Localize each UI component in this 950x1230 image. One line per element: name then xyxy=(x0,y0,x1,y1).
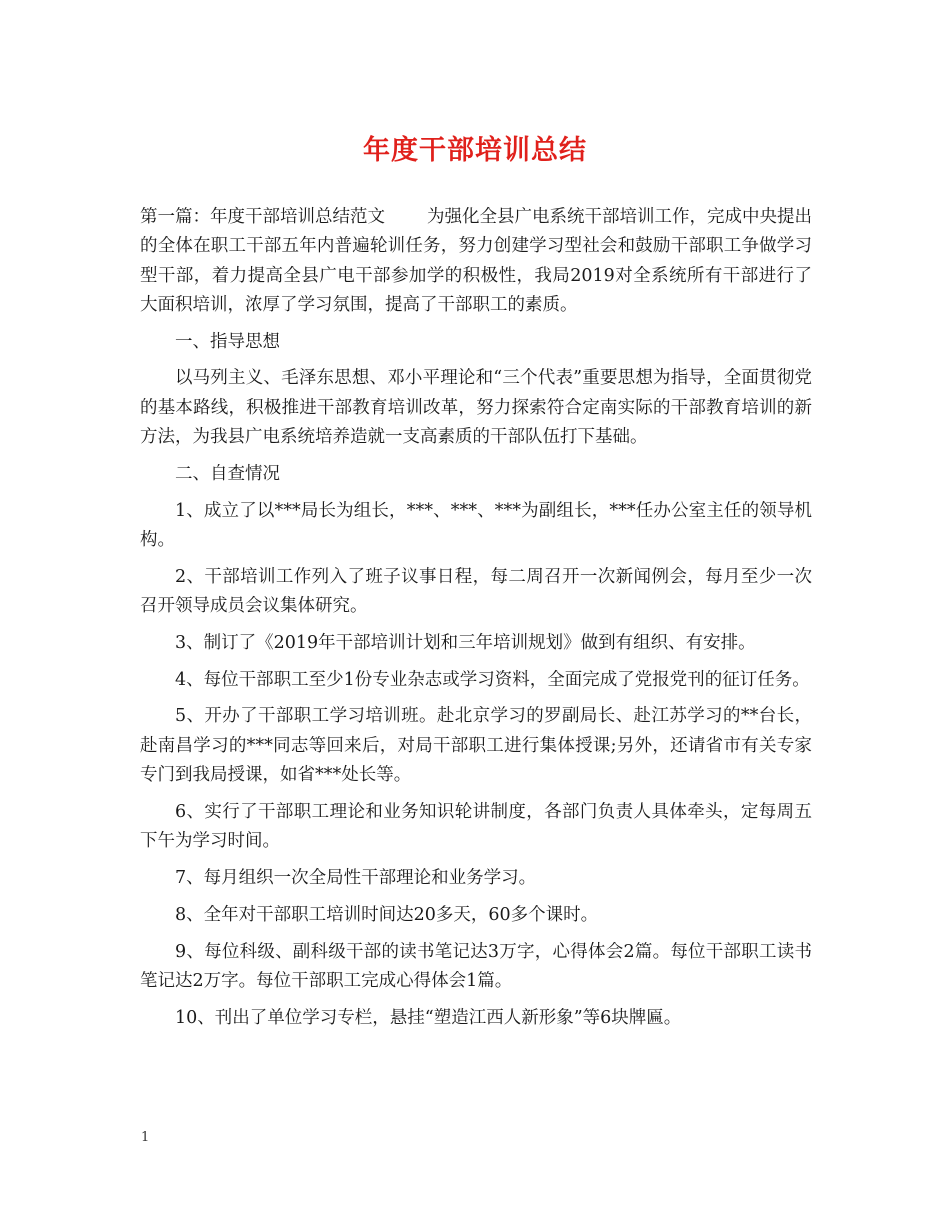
list-item-3: 3、制订了《2019年干部培训计划和三年培训规划》做到有组织、有安排。 xyxy=(175,632,756,653)
list-item-5: 5、开办了干部职工学习培训班。赴北京学习的罗副局长、赴江苏学习的**台长，赴南昌学习的***同志等回来后，对局干部职工进行集体授课;另外，还请省市有关专家专门到我局授课，如省***处长等。 xyxy=(140,706,812,786)
intro-paragraph xyxy=(140,203,812,320)
list-item-7: 7、每月组织一次全局性干部理论和业务学习。 xyxy=(175,867,537,888)
list-item-2: 2、干部培训工作列入了班子议事日程，每二周召开一次新闻例会，每月至少一次召开领导成员会议集体研究。 xyxy=(140,566,812,617)
list-item-10: 10、刊出了单位学习专栏，悬挂“塑造江西人新形象”等6块牌匾。 xyxy=(175,1007,682,1028)
document-body xyxy=(140,203,812,1040)
intro-label: 第一篇：年度干部培训总结范文 xyxy=(140,207,385,227)
section-heading-self-inspection: 二、自查情况 xyxy=(175,463,280,484)
document-title: 年度干部培训总结 xyxy=(363,135,587,166)
page-number: 1 xyxy=(141,1130,150,1145)
section-heading-guiding-thought: 一、指导思想 xyxy=(175,331,280,352)
section-text-guiding-thought: 以马列主义、毛泽东思想、邓小平理论和“三个代表”重要思想为指导，全面贯彻党的基本路线，积极推进干部教育培训改革，努力探索符合定南实际的干部教育培训的新方法，为我县广电系统培养造就一支高素质的干部队伍打下基础。 xyxy=(140,368,812,448)
list-item-6: 6、实行了干部职工理论和业务知识轮讲制度，各部门负责人具体牵头，定每周五下午为学习时间。 xyxy=(140,801,812,852)
list-item-4: 4、每位干部职工至少1份专业杂志或学习资料，全面完成了党报党刊的征订任务。 xyxy=(175,669,810,690)
list-item-1: 1、成立了以***局长为组长，***、***、***为副组长，***任办公室主任的领导机构。 xyxy=(140,500,812,550)
intro-text: 为强化全县广电系统干部培训工作，完成中央提出的全体在职工干部五年内普遍轮训任务，努力创建学习型社会和鼓励干部职工争做学习型干部，着力提高全县广电干部参加学的积极性，我局2019对全系统所有干部进行了大面积培训，浓厚了学习氛围，提高了干部职工的素质。 xyxy=(140,207,812,315)
list-item-8: 8、全年对干部职工培训时间达20多天，60多个课时。 xyxy=(175,904,599,925)
list-item-9: 9、每位科级、副科级干部的读书笔记达3万字，心得体会2篇。每位干部职工读书笔记达2万字。每位干部职工完成心得体会1篇。 xyxy=(140,941,812,991)
